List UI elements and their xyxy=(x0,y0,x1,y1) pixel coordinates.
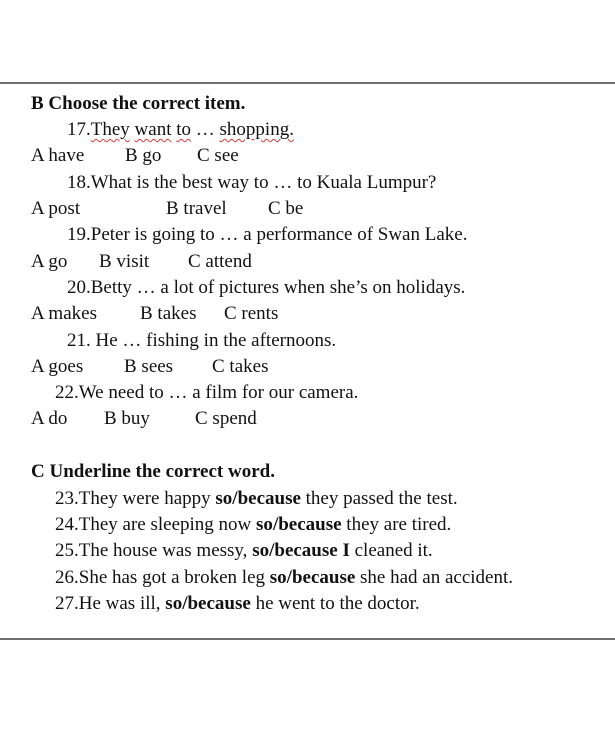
question-24 xyxy=(55,515,451,534)
option-c[interactable]: C spend xyxy=(195,408,257,429)
item-number: 24. xyxy=(55,514,79,535)
item-text-before: He was ill, xyxy=(78,593,166,614)
question-23 xyxy=(55,489,458,508)
option-a[interactable]: A have xyxy=(31,145,85,166)
choice-slash: / xyxy=(272,514,279,535)
item-number: 23. xyxy=(55,488,79,509)
question-18: 18.What is the best way to … to Kuala Lumpur? xyxy=(67,172,437,193)
option-c[interactable]: C attend xyxy=(188,251,252,272)
question-21: 21. He … fishing in the afternoons. xyxy=(67,330,337,351)
item-text-before: The house was messy, xyxy=(78,540,253,561)
choice-because[interactable]: because xyxy=(278,514,342,535)
question-25 xyxy=(55,541,433,560)
choice-so[interactable]: so xyxy=(252,540,270,561)
choice-so[interactable]: so xyxy=(215,488,233,509)
question-17-word-they: They xyxy=(90,119,130,140)
top-divider xyxy=(0,82,615,84)
option-c[interactable]: C be xyxy=(268,198,304,219)
bottom-divider xyxy=(0,638,615,640)
item-text-before: They are sleeping now xyxy=(78,514,257,535)
choice-because[interactable]: because xyxy=(237,488,301,509)
choice-because[interactable]: because xyxy=(274,540,338,561)
option-b[interactable]: B takes xyxy=(140,303,197,324)
item-number: 27. xyxy=(55,593,79,614)
question-26 xyxy=(55,568,513,587)
item-text-after: they are tired. xyxy=(341,514,452,535)
option-c[interactable]: C see xyxy=(197,145,239,166)
question-17-word-want: want xyxy=(134,119,172,140)
choice-slash: / xyxy=(269,540,275,561)
item-text-after: she had an accident. xyxy=(355,567,514,588)
item-text-before: She has got a broken leg xyxy=(78,567,270,588)
option-a[interactable]: A goes xyxy=(31,356,84,377)
choice-so[interactable]: so xyxy=(269,567,287,588)
item-number: 26. xyxy=(55,567,79,588)
item-text-after: they passed the test. xyxy=(300,488,458,509)
section-b-heading: B Choose the correct item. xyxy=(31,93,246,114)
section-c-heading: C Underline the correct word. xyxy=(31,461,275,482)
item-bold-extra: I xyxy=(337,540,350,561)
option-b[interactable]: B visit xyxy=(99,251,150,272)
choice-because[interactable]: because xyxy=(291,567,356,588)
question-17-blank: … xyxy=(191,119,220,140)
choice-so[interactable]: so xyxy=(165,593,183,614)
question-20: 20.Betty … a lot of pictures when she’s on holidays. xyxy=(67,277,466,298)
option-b[interactable]: B buy xyxy=(104,408,150,429)
option-a[interactable]: A post xyxy=(31,198,81,219)
choice-so[interactable]: so xyxy=(256,514,273,535)
question-27 xyxy=(55,594,420,613)
question-19: 19.Peter is going to … a performance of Swan Lake. xyxy=(67,224,468,245)
option-a[interactable]: A go xyxy=(31,251,68,272)
item-text-after: he went to the doctor. xyxy=(250,593,420,614)
option-a[interactable]: A do xyxy=(31,408,68,429)
option-c[interactable]: C rents xyxy=(224,303,279,324)
question-17 xyxy=(67,120,294,139)
item-text-before: They were happy xyxy=(78,488,216,509)
item-number: 25. xyxy=(55,540,79,561)
question-22: 22.We need to … a film for our camera. xyxy=(55,382,359,403)
option-a[interactable]: A makes xyxy=(31,303,97,324)
question-17-word-shopping: shopping. xyxy=(219,119,294,140)
item-text-after: cleaned it. xyxy=(349,540,433,561)
question-17-number: 17. xyxy=(67,119,91,140)
choice-slash: / xyxy=(232,488,238,509)
option-b[interactable]: B go xyxy=(125,145,162,166)
choice-because[interactable]: because xyxy=(187,593,251,614)
choice-slash: / xyxy=(286,567,292,588)
option-b[interactable]: B travel xyxy=(166,198,227,219)
option-c[interactable]: C takes xyxy=(212,356,269,377)
choice-slash: / xyxy=(182,593,188,614)
option-b[interactable]: B sees xyxy=(124,356,174,377)
question-17-word-to: to xyxy=(176,119,192,140)
